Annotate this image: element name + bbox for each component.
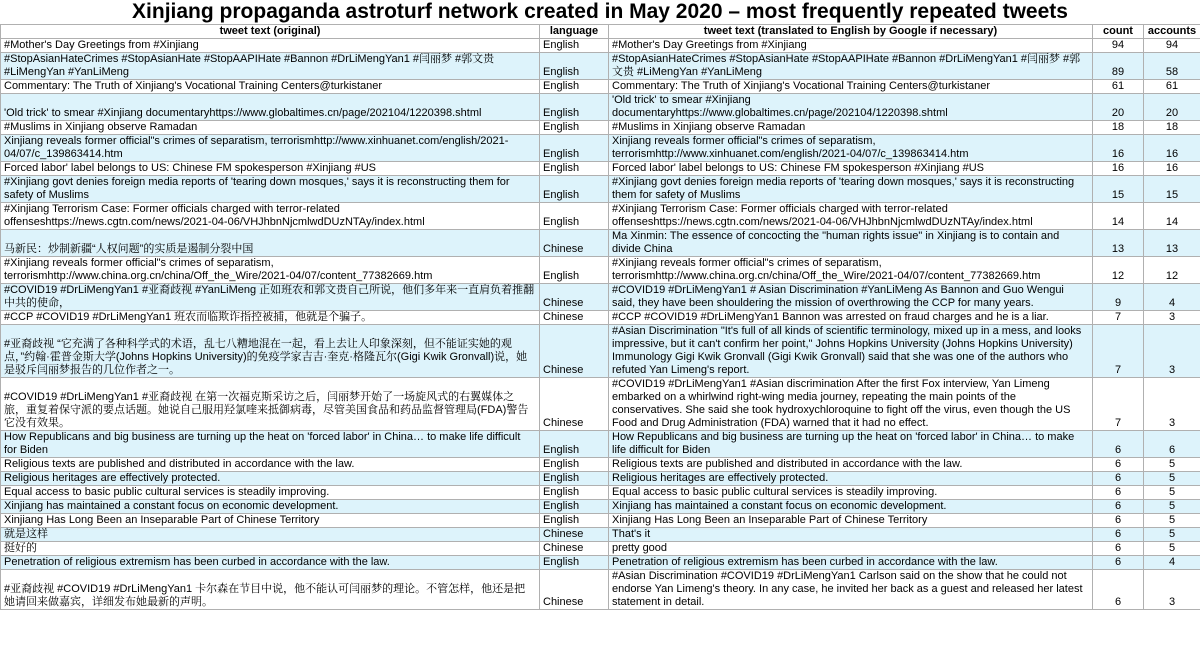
cell-language: English bbox=[540, 458, 609, 472]
table-row bbox=[1, 121, 1200, 135]
table-row bbox=[1, 378, 1200, 431]
cell-count: 14 bbox=[1093, 203, 1144, 230]
cell-count: 9 bbox=[1093, 284, 1144, 311]
cell-language: Chinese bbox=[540, 230, 609, 257]
cell-count: 20 bbox=[1093, 94, 1144, 121]
cell-accounts: 5 bbox=[1144, 542, 1200, 556]
table-row bbox=[1, 486, 1200, 500]
cell-accounts: 12 bbox=[1144, 257, 1200, 284]
cell-language: Chinese bbox=[540, 311, 609, 325]
table-row bbox=[1, 325, 1200, 378]
cell-accounts: 94 bbox=[1144, 39, 1200, 53]
cell-original: Xinjiang has maintained a constant focus on economic development. bbox=[1, 500, 540, 514]
cell-count: 61 bbox=[1093, 80, 1144, 94]
cell-translated: Religious texts are published and distributed in accordance with the law. bbox=[609, 458, 1093, 472]
cell-language: English bbox=[540, 39, 609, 53]
cell-original: 'Old trick' to smear #Xinjiang documentaryhttps://www.globaltimes.cn/page/202104/1220398.shtml bbox=[1, 94, 540, 121]
cell-translated: How Republicans and big business are turning up the heat on 'forced labor' in China… to make life difficult for Biden bbox=[609, 431, 1093, 458]
table-row bbox=[1, 556, 1200, 570]
cell-translated: #Muslims in Xinjiang observe Ramadan bbox=[609, 121, 1093, 135]
cell-count: 6 bbox=[1093, 458, 1144, 472]
cell-accounts: 3 bbox=[1144, 325, 1200, 378]
cell-language: Chinese bbox=[540, 528, 609, 542]
cell-translated: #Xinjiang reveals former official"s crimes of separatism, terrorismhttp://www.china.org.cn/china/Off_the_Wire/2021-04/07/content_77382669.htm bbox=[609, 257, 1093, 284]
cell-original: Commentary: The Truth of Xinjiang's Vocational Training Centers@turkistaner bbox=[1, 80, 540, 94]
cell-translated: #Xinjiang Terrorism Case: Former officials charged with terror-related offenseshttps://news.cgtn.com/news/2021-04-06/VHJhbnNjcmlwdDUzNTAy/index.html bbox=[609, 203, 1093, 230]
table-row bbox=[1, 176, 1200, 203]
cell-translated: #Asian Discrimination "It's full of all kinds of scientific terminology, mixed up in a mess, and looks impressive, but it can't confirm her point," Johns Hopkins University (Johns Hopkins University) Immunology Gigi Kwik Gronvall (Gigi Kwik Gronvall) said that she was one of the authors who refuted Yan Limeng's report. bbox=[609, 325, 1093, 378]
cell-language: Chinese bbox=[540, 570, 609, 610]
cell-original: #COVID19 #DrLiMengYan1 #亚裔歧视 在第一次福克斯采访之后，闫丽梦开始了一场旋风式的右翼媒体之旅，重复着保守派的要点话题。她说自己服用羟氯喹来抵御病毒，尽管美国食品和药品监督管理局(FDA)警告它没有效果。 bbox=[1, 378, 540, 431]
cell-language: English bbox=[540, 257, 609, 284]
cell-count: 18 bbox=[1093, 121, 1144, 135]
cell-language: English bbox=[540, 135, 609, 162]
cell-count: 6 bbox=[1093, 556, 1144, 570]
cell-accounts: 5 bbox=[1144, 472, 1200, 486]
table-row bbox=[1, 458, 1200, 472]
cell-translated: #COVID19 #DrLiMengYan1 #Asian discrimination After the first Fox interview, Yan Limeng embarked on a whirlwind right-wing media journey, repeating the main points of the conservatives. She said she took hydroxychloroquine to fight off the virus, even though the US Food and Drug Administration (FDA) warned that it had no effect. bbox=[609, 378, 1093, 431]
cell-language: English bbox=[540, 514, 609, 528]
cell-language: English bbox=[540, 53, 609, 80]
cell-original: #Xinjiang Terrorism Case: Former officials charged with terror-related offenseshttps://news.cgtn.com/news/2021-04-06/VHJhbnNjcmlwdDUzNTAy/index.html bbox=[1, 203, 540, 230]
cell-count: 13 bbox=[1093, 230, 1144, 257]
cell-original: 就是这样 bbox=[1, 528, 540, 542]
table-row bbox=[1, 528, 1200, 542]
cell-language: English bbox=[540, 500, 609, 514]
cell-translated: #Asian Discrimination #COVID19 #DrLiMengYan1 Carlson said on the show that he could not endorse Yan Limeng's theory. In any case, he invited her back as a guest and released her latest statement in detail. bbox=[609, 570, 1093, 610]
cell-original: #Mother's Day Greetings from #Xinjiang bbox=[1, 39, 540, 53]
cell-language: Chinese bbox=[540, 325, 609, 378]
cell-count: 6 bbox=[1093, 486, 1144, 500]
cell-translated: Xinjiang has maintained a constant focus on economic development. bbox=[609, 500, 1093, 514]
cell-translated: That's it bbox=[609, 528, 1093, 542]
cell-accounts: 5 bbox=[1144, 458, 1200, 472]
table-row bbox=[1, 570, 1200, 610]
cell-language: English bbox=[540, 121, 609, 135]
cell-count: 6 bbox=[1093, 514, 1144, 528]
table-row bbox=[1, 311, 1200, 325]
table-row bbox=[1, 94, 1200, 121]
cell-count: 7 bbox=[1093, 378, 1144, 431]
cell-count: 7 bbox=[1093, 311, 1144, 325]
header-translated: tweet text (translated to English by Google if necessary) bbox=[609, 25, 1093, 39]
cell-translated: #Mother's Day Greetings from #Xinjiang bbox=[609, 39, 1093, 53]
cell-language: English bbox=[540, 162, 609, 176]
cell-translated: Ma Xinmin: The essence of concocting the "human rights issue" in Xinjiang is to contain and divide China bbox=[609, 230, 1093, 257]
cell-count: 6 bbox=[1093, 542, 1144, 556]
cell-translated: #StopAsianHateCrimes #StopAsianHate #StopAAPIHate #Bannon #DrLiMengYan1 #闫丽梦 #郭文贵 #LiMengYan #YanLiMeng bbox=[609, 53, 1093, 80]
cell-translated: #Xinjiang govt denies foreign media reports of 'tearing down mosques,' says it is reconstructing them for safety of Muslims bbox=[609, 176, 1093, 203]
table-row bbox=[1, 53, 1200, 80]
tweets-table bbox=[0, 24, 1200, 610]
cell-accounts: 5 bbox=[1144, 528, 1200, 542]
cell-translated: Xinjiang reveals former official"s crimes of separatism, terrorismhttp://www.xinhuanet.com/english/2021-04/07/c_139863414.htm bbox=[609, 135, 1093, 162]
header-language: language bbox=[540, 25, 609, 39]
page-title: Xinjiang propaganda astroturf network created in May 2020 – most frequently repeated tweets bbox=[132, 0, 1068, 23]
cell-original: #Xinjiang reveals former official"s crimes of separatism, terrorismhttp://www.china.org.cn/china/Off_the_Wire/2021-04/07/content_77382669.htm bbox=[1, 257, 540, 284]
cell-original: Penetration of religious extremism has been curbed in accordance with the law. bbox=[1, 556, 540, 570]
cell-count: 6 bbox=[1093, 528, 1144, 542]
cell-translated: #CCP #COVID19 #DrLiMengYan1 Bannon was arrested on fraud charges and he is a liar. bbox=[609, 311, 1093, 325]
cell-translated: #COVID19 #DrLiMengYan1 # Asian Discrimination #YanLiMeng As Bannon and Guo Wengui said, they have been shouldering the mission of overthrowing the CCP for many years. bbox=[609, 284, 1093, 311]
cell-language: English bbox=[540, 472, 609, 486]
cell-original: Xinjiang reveals former official"s crimes of separatism, terrorismhttp://www.xinhuanet.com/english/2021-04/07/c_139863414.htm bbox=[1, 135, 540, 162]
cell-accounts: 6 bbox=[1144, 431, 1200, 458]
cell-count: 12 bbox=[1093, 257, 1144, 284]
cell-count: 6 bbox=[1093, 472, 1144, 486]
cell-translated: Equal access to basic public cultural services is steadily improving. bbox=[609, 486, 1093, 500]
cell-accounts: 4 bbox=[1144, 284, 1200, 311]
cell-count: 89 bbox=[1093, 53, 1144, 80]
cell-accounts: 3 bbox=[1144, 311, 1200, 325]
table-row bbox=[1, 162, 1200, 176]
header-original: tweet text (original) bbox=[1, 25, 540, 39]
header-accounts: accounts bbox=[1144, 25, 1200, 39]
cell-language: Chinese bbox=[540, 542, 609, 556]
header-count: count bbox=[1093, 25, 1144, 39]
cell-accounts: 16 bbox=[1144, 162, 1200, 176]
cell-original: Religious heritages are effectively protected. bbox=[1, 472, 540, 486]
cell-accounts: 20 bbox=[1144, 94, 1200, 121]
table-row bbox=[1, 80, 1200, 94]
cell-accounts: 5 bbox=[1144, 514, 1200, 528]
cell-count: 6 bbox=[1093, 431, 1144, 458]
cell-original: Equal access to basic public cultural services is steadily improving. bbox=[1, 486, 540, 500]
cell-original: #Muslims in Xinjiang observe Ramadan bbox=[1, 121, 540, 135]
cell-original: #COVID19 #DrLiMengYan1 #亚裔歧视 #YanLiMeng 正如班农和郭文贵自己所说，他们多年来一直肩负着推翻中共的使命， bbox=[1, 284, 540, 311]
cell-translated: Forced labor' label belongs to US: Chinese FM spokesperson #Xinjiang #US bbox=[609, 162, 1093, 176]
cell-original: 挺好的 bbox=[1, 542, 540, 556]
cell-translated: Xinjiang Has Long Been an Inseparable Part of Chinese Territory bbox=[609, 514, 1093, 528]
cell-original: #Xinjiang govt denies foreign media reports of 'tearing down mosques,' says it is reconstructing them for safety of Muslims bbox=[1, 176, 540, 203]
cell-language: Chinese bbox=[540, 284, 609, 311]
cell-language: English bbox=[540, 486, 609, 500]
table-row bbox=[1, 135, 1200, 162]
cell-original: How Republicans and big business are turning up the heat on 'forced labor' in China… to make life difficult for Biden bbox=[1, 431, 540, 458]
cell-translated: Penetration of religious extremism has been curbed in accordance with the law. bbox=[609, 556, 1093, 570]
cell-count: 16 bbox=[1093, 162, 1144, 176]
table-row bbox=[1, 542, 1200, 556]
cell-language: English bbox=[540, 80, 609, 94]
cell-original: #亚裔歧视 “它充满了各种科学式的术语，乱七八糟地混在一起，看上去让人印象深刻，但不能证实她的观点，”约翰·霍普金斯大学(Johns Hopkins University)的免疫学家吉吉·奎克·格隆瓦尔(Gigi Kwik Gronvall)说，她是驳斥闫丽梦报告的几位作者之一。 bbox=[1, 325, 540, 378]
cell-accounts: 58 bbox=[1144, 53, 1200, 80]
cell-accounts: 16 bbox=[1144, 135, 1200, 162]
cell-count: 7 bbox=[1093, 325, 1144, 378]
table-row bbox=[1, 39, 1200, 53]
cell-original: #StopAsianHateCrimes #StopAsianHate #StopAAPIHate #Bannon #DrLiMengYan1 #闫丽梦 #郭文贵 #LiMengYan #YanLiMeng bbox=[1, 53, 540, 80]
table-row bbox=[1, 284, 1200, 311]
table-row bbox=[1, 514, 1200, 528]
cell-language: English bbox=[540, 556, 609, 570]
table-row bbox=[1, 500, 1200, 514]
cell-translated: pretty good bbox=[609, 542, 1093, 556]
cell-language: English bbox=[540, 431, 609, 458]
cell-original: #亚裔歧视 #COVID19 #DrLiMengYan1 卡尔森在节目中说，他不能认可闫丽梦的理论。不管怎样，他还是把她请回来做嘉宾，详细发布她最新的声明。 bbox=[1, 570, 540, 610]
cell-count: 94 bbox=[1093, 39, 1144, 53]
cell-translated: 'Old trick' to smear #Xinjiang documentaryhttps://www.globaltimes.cn/page/202104/1220398.shtml bbox=[609, 94, 1093, 121]
cell-count: 15 bbox=[1093, 176, 1144, 203]
cell-accounts: 5 bbox=[1144, 486, 1200, 500]
cell-accounts: 61 bbox=[1144, 80, 1200, 94]
cell-language: Chinese bbox=[540, 378, 609, 431]
table-row bbox=[1, 431, 1200, 458]
cell-accounts: 13 bbox=[1144, 230, 1200, 257]
cell-language: English bbox=[540, 176, 609, 203]
cell-language: English bbox=[540, 94, 609, 121]
cell-original: #CCP #COVID19 #DrLiMengYan1 班农而临欺诈指控被捕，他就是个骗子。 bbox=[1, 311, 540, 325]
table-row bbox=[1, 257, 1200, 284]
cell-accounts: 3 bbox=[1144, 378, 1200, 431]
cell-accounts: 14 bbox=[1144, 203, 1200, 230]
cell-accounts: 5 bbox=[1144, 500, 1200, 514]
table-row bbox=[1, 230, 1200, 257]
cell-translated: Commentary: The Truth of Xinjiang's Vocational Training Centers@turkistaner bbox=[609, 80, 1093, 94]
cell-translated: Religious heritages are effectively protected. bbox=[609, 472, 1093, 486]
cell-count: 6 bbox=[1093, 500, 1144, 514]
cell-language: English bbox=[540, 203, 609, 230]
cell-accounts: 3 bbox=[1144, 570, 1200, 610]
cell-original: 马新民：炒制新疆“人权问题”的实质是遏制分裂中国 bbox=[1, 230, 540, 257]
cell-accounts: 18 bbox=[1144, 121, 1200, 135]
header-row bbox=[1, 25, 1200, 39]
table-row bbox=[1, 472, 1200, 486]
cell-accounts: 15 bbox=[1144, 176, 1200, 203]
cell-count: 6 bbox=[1093, 570, 1144, 610]
cell-original: Xinjiang Has Long Been an Inseparable Part of Chinese Territory bbox=[1, 514, 540, 528]
cell-original: Forced labor' label belongs to US: Chinese FM spokesperson #Xinjiang #US bbox=[1, 162, 540, 176]
table-body bbox=[1, 39, 1200, 610]
table-row bbox=[1, 203, 1200, 230]
cell-accounts: 4 bbox=[1144, 556, 1200, 570]
cell-original: Religious texts are published and distributed in accordance with the law. bbox=[1, 458, 540, 472]
cell-count: 16 bbox=[1093, 135, 1144, 162]
